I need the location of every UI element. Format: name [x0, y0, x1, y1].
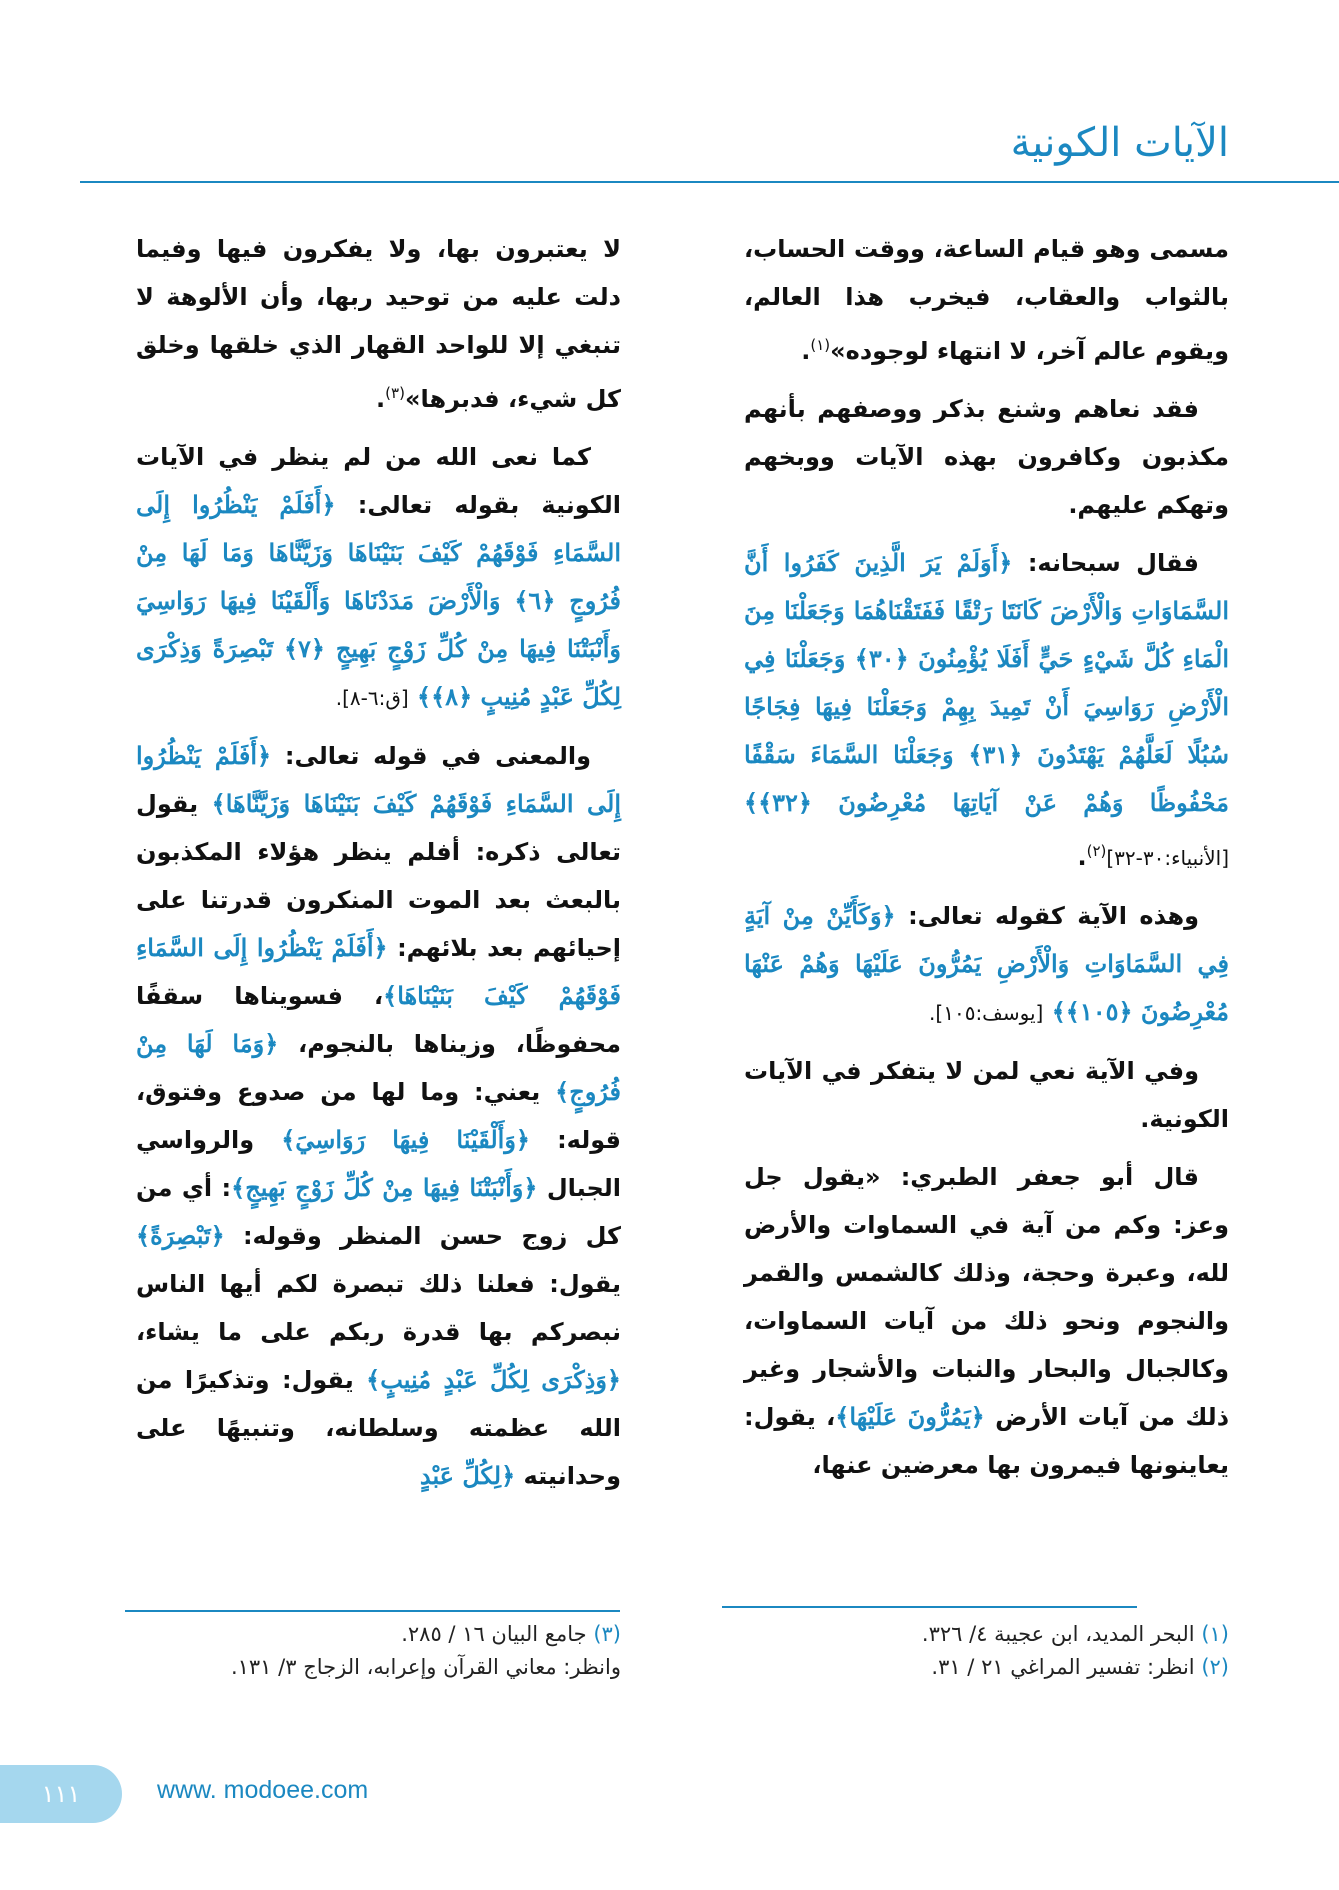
paragraph	[136, 433, 621, 722]
quran-verse: ﴿أَفَلَمْ يَنْظُرُوا إِلَى السَّمَاءِ فَوْقَهُمْ كَيْفَ بَنَيْنَاهَا﴾	[136, 933, 621, 1010]
footnote	[126, 1618, 621, 1651]
text: كما نعى الله من لم ينظر في الآيات الكونية بقوله تعالى:	[136, 443, 622, 519]
text: يقول: فعلنا ذلك تبصرة لكم أيها الناس نبصركم بها قدرة ربكم على ما يشاء،	[136, 1270, 621, 1346]
header-rule	[80, 181, 1339, 183]
footnote-number: (٣)	[593, 1622, 621, 1646]
text: والرواسي الجبال	[136, 1126, 621, 1202]
text: فقال سبحانه:	[1027, 549, 1199, 577]
quran-verse: ﴿وَأَلْقَيْنَا فِيهَا رَوَاسِيَ﴾	[281, 1125, 530, 1154]
text: يقول تعالى ذكره: أفلم ينظر هؤلاء المكذبون بالبعث بعد الموت المنكرون قدرتنا على إحيائهم بعد بلائهم:	[136, 790, 621, 962]
footnote-number: (٢)	[1201, 1655, 1229, 1679]
quran-verse: ﴿أَفَلَمْ يَنْظُرُوا إِلَى السَّمَاءِ فَوْقَهُمْ كَيْفَ بَنَيْنَاهَا وَزَيَّنَّاهَا وَمَا لَهَا مِنْ فُرُوجٍ ﴿٦﴾ وَالْأَرْضَ مَدَدْنَاهَا وَأَلْقَيْنَا فِيهَا رَوَاسِيَ وَأَنْبَتْنَا فِيهَا مِنْ كُلِّ زَوْجٍ بَهِيجٍ ﴿٧﴾ تَبْصِرَةً وَذِكْرَى لِكُلِّ عَبْدٍ مُنِيبٍ ﴿٨﴾﴾	[136, 490, 621, 711]
footnote	[744, 1618, 1229, 1651]
quran-verse: ﴿وَذِكْرَى لِكُلِّ عَبْدٍ مُنِيبٍ﴾	[366, 1365, 621, 1394]
footnote-rule	[722, 1606, 1137, 1608]
footnotes-left	[126, 1618, 621, 1684]
quran-verse: ﴿وَأَنْبَتْنَا فِيهَا مِنْ كُلِّ زَوْجٍ بَهِيجٍ﴾	[231, 1173, 538, 1202]
quran-verse: ﴿وَمَا لَهَا مِنْ فُرُوجٍ﴾	[136, 1029, 622, 1106]
footnotes-right	[744, 1618, 1229, 1684]
quran-verse: ﴿وَكَأَيِّنْ مِنْ آيَةٍ فِي السَّمَاوَاتِ وَالْأَرْضِ يَمُرُّونَ عَلَيْهَا وَهُمْ عَنْهَا مُعْرِضُونَ ﴿١٠٥﴾﴾	[744, 901, 1229, 1026]
left-column	[136, 225, 621, 1510]
footnote	[126, 1651, 621, 1684]
quran-verse: ﴿أَفَلَمْ يَنْظُرُوا إِلَى السَّمَاءِ فَوْقَهُمْ كَيْفَ بَنَيْنَاهَا وَزَيَّنَّاهَا﴾	[136, 741, 621, 818]
text: يقول: وتذكيرًا من الله عظمته وسلطانه، وتنبيهًا على وحدانيته	[136, 1366, 621, 1490]
verse-reference: [الأنبياء:٣٠-٣٢]	[1106, 846, 1229, 870]
footnote-ref[interactable]: (٣)	[385, 384, 405, 402]
text: : أي من كل زوج حسن المنظر وقوله:	[136, 1174, 621, 1250]
footnote-ref[interactable]: (١)	[810, 336, 831, 354]
footnote-text: جامع البيان ١٦ / ٢٨٥.	[401, 1622, 587, 1646]
paragraph: وفي الآية نعي لمن لا يتفكر في الآيات الكونية.	[744, 1057, 1229, 1133]
right-column	[744, 225, 1229, 1499]
paragraph	[136, 732, 621, 1500]
footnote	[744, 1651, 1229, 1684]
footnote-text: انظر: تفسير المراغي ٢١ / ٣١.	[931, 1655, 1195, 1679]
footnote-text: البحر المديد، ابن عجيبة ٤/ ٣٢٦.	[921, 1622, 1195, 1646]
paragraph	[744, 892, 1229, 1037]
text: ، فسويناها سقفًا محفوظًا، وزيناها بالنجوم،	[136, 982, 622, 1058]
footnote-ref[interactable]: (٢)	[1086, 842, 1107, 860]
quran-verse: ﴿يَمُرُّونَ عَلَيْهَا﴾	[835, 1402, 985, 1431]
paragraph: فقال سبحانه: ﴿أَوَلَمْ يَرَ الَّذِينَ كَفَرُوا أَنَّ السَّمَاوَاتِ وَالْأَرْضَ كَانَتَا رَتْقًا فَفَتَقْنَاهُمَا وَجَعَلْنَا مِنَ الْمَاءِ كُلَّ شَيْءٍ حَيٍّ أَفَلَا يُؤْمِنُونَ ﴿٣٠﴾ وَجَعَلْنَا فِي الْأَرْضِ رَوَاسِيَ أَنْ تَمِيدَ بِهِمْ وَجَعَلْنَا فِيهَا فِجَاجًا سُبُلًا لَعَلَّهُمْ يَهْتَدُونَ ﴿٣١﴾ وَجَعَلْنَا السَّمَاءَ سَقْفًا مَحْفُوظًا وَهُمْ عَنْ آيَاتِهَا مُعْرِضُونَ ﴿٣٢﴾﴾ [الأنبياء:٣٠-٣٢]$^{(٢)}$.	[744, 548, 1230, 871]
paragraph: لا يعتبرون بها، ولا يفكرون فيها وفيما دلت عليه من توحيد ربها، وأن الألوهة لا تنبغي إلا للواحد القهار الذي خلقها وخلق كل شيء، فدبرها»$^{(٣)}$.	[136, 235, 621, 413]
text: والمعنى في قوله تعالى:	[284, 742, 592, 770]
footnote-rule	[125, 1610, 620, 1612]
page-number-tab	[0, 1765, 122, 1823]
paragraph: فقد نعاهم وشنع بذكر ووصفهم بأنهم مكذبون وكافرون بهذه الآيات ووبخهم وتهكم عليهم.	[744, 395, 1229, 519]
text: وهذه الآية كقوله تعالى:	[908, 902, 1200, 930]
quran-verse: ﴿تَبْصِرَةً﴾	[136, 1221, 225, 1250]
quran-verse: ﴿لِكُلِّ عَبْدٍ	[419, 1461, 516, 1490]
footnote-number: (١)	[1201, 1622, 1229, 1646]
verse-reference: [يوسف:١٠٥].	[929, 1001, 1044, 1025]
text: لا يعتبرون بها، ولا يفكرون فيها وفيما دلت عليه من توحيد ربها، وأن الألوهة لا تنبغي إلا للواحد القهار الذي خلقها وخلق كل شيء، فدبرها»	[136, 235, 621, 413]
page-number: ١١١	[41, 1780, 81, 1808]
paragraph: مسمى وهو قيام الساعة، ووقت الحساب، بالثواب والعقاب، فيخرب هذا العالم، ويقوم عالم آخر، لا انتهاء لوجوده»$^{(١)}$.	[744, 235, 1229, 365]
verse-reference: [ق:٦-٨].	[335, 686, 409, 710]
text: ، يقول: يعاينونها فيمرون بها معرضين عنها،	[744, 1403, 1229, 1479]
text: مسمى وهو قيام الساعة، ووقت الحساب، بالثواب والعقاب، فيخرب هذا العالم، ويقوم عالم آخر، لا انتهاء لوجوده»	[744, 235, 1229, 365]
quran-verse: ﴿أَوَلَمْ يَرَ الَّذِينَ كَفَرُوا أَنَّ السَّمَاوَاتِ وَالْأَرْضَ كَانَتَا رَتْقًا فَفَتَقْنَاهُمَا وَجَعَلْنَا مِنَ الْمَاءِ كُلَّ شَيْءٍ حَيٍّ أَفَلَا يُؤْمِنُونَ ﴿٣٠﴾ وَجَعَلْنَا فِي الْأَرْضِ رَوَاسِيَ أَنْ تَمِيدَ بِهِمْ وَجَعَلْنَا فِيهَا فِجَاجًا سُبُلًا لَعَلَّهُمْ يَهْتَدُونَ ﴿٣١﴾ وَجَعَلْنَا السَّمَاءَ سَقْفًا مَحْفُوظًا وَهُمْ عَنْ آيَاتِهَا مُعْرِضُونَ ﴿٣٢﴾﴾	[744, 548, 1230, 817]
text: قال أبو جعفر الطبري: «يقول جل وعز: وكم من آية في السماوات والأرض لله، وعبرة وحجة، وذلك كالشمس والقمر والنجوم ونحو ذلك من آيات السماوات، وكالجبال والبحار والنبات والأشجار وغير ذلك من آيات الأرض	[744, 1163, 1230, 1431]
text: يعني: وما لها من صدوع وفتوق، قوله:	[136, 1078, 621, 1154]
footnote-text: وانظر: معاني القرآن وإعرابه، الزجاج ٣/ ١٣١.	[230, 1655, 621, 1679]
website-link[interactable]: www. modoee.com	[157, 1776, 369, 1804]
page-header-title: الآيات الكونية	[1010, 120, 1229, 166]
paragraph	[744, 1153, 1229, 1489]
